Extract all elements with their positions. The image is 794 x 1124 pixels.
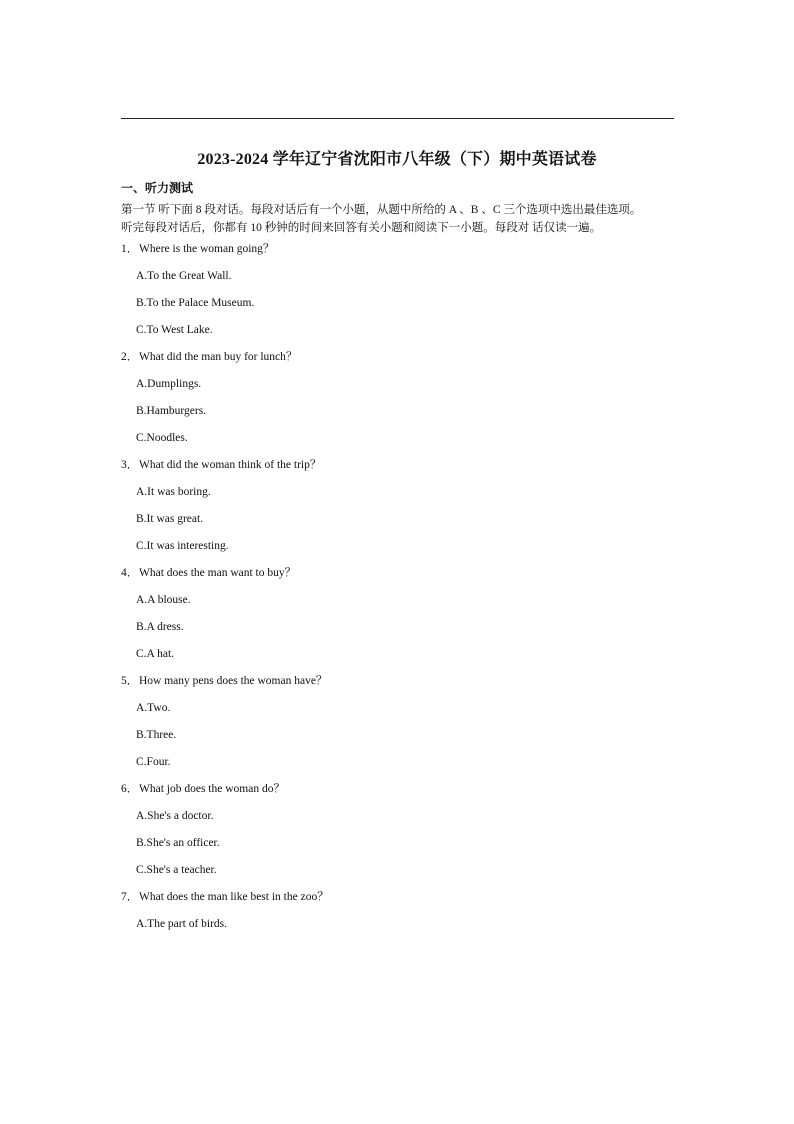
question-text: What does the man like best in the zoo？: [139, 891, 329, 903]
question-number: 1．: [121, 243, 139, 255]
option-6a: A.She's a doctor.: [136, 810, 214, 822]
question-number: 7．: [121, 891, 139, 903]
question-3: [121, 456, 681, 483]
question-5: [121, 672, 681, 699]
option-2b: B.Hamburgers.: [136, 405, 207, 417]
question-text: What job does the woman do？: [139, 783, 285, 795]
question-list: [121, 240, 681, 942]
question-6: [121, 780, 681, 807]
option-7a: A.The part of birds.: [136, 918, 228, 930]
header-rule: [121, 118, 674, 119]
option-3a: A.It was boring.: [136, 486, 211, 498]
question-number: 3．: [121, 459, 139, 471]
option-4b: B.A dress.: [136, 621, 184, 633]
option-3b: B.It was great.: [136, 513, 204, 525]
section-heading: 一、听力测试: [121, 181, 194, 195]
option-4a: A.A blouse.: [136, 594, 191, 606]
question-number: 4．: [121, 567, 139, 579]
option-1c: C.To West Lake.: [136, 324, 213, 336]
option-1a: A.To the Great Wall.: [136, 270, 232, 282]
question-number: 6．: [121, 783, 139, 795]
option-3c: C.It was interesting.: [136, 540, 229, 552]
instruction-line: 第一节 听下面 8 段对话。每段对话后有一个小题，从题中所给的 A 、B 、C 三个选项中选出最佳选项。: [121, 204, 642, 216]
instructions: [121, 201, 681, 237]
question-4: [121, 564, 681, 591]
option-6c: C.She's a teacher.: [136, 864, 217, 876]
option-1b: B.To the Palace Museum.: [136, 297, 255, 309]
question-1: [121, 240, 681, 267]
question-7: [121, 888, 681, 915]
question-number: 5．: [121, 675, 139, 687]
option-4c: C.A hat.: [136, 648, 175, 660]
question-text: Where is the woman going？: [139, 243, 275, 255]
option-5a: A.Two.: [136, 702, 171, 714]
option-6b: B.She's an officer.: [136, 837, 220, 849]
option-5c: C.Four.: [136, 756, 171, 768]
question-text: How many pens does the woman have？: [139, 675, 328, 687]
question-number: 2．: [121, 351, 139, 363]
option-2a: A.Dumplings.: [136, 378, 202, 390]
question-text: What does the man want to buy？: [139, 567, 297, 579]
question-2: [121, 348, 681, 375]
option-2c: C.Noodles.: [136, 432, 188, 444]
question-text: What did the woman think of the trip？: [139, 459, 322, 471]
question-text: What did the man buy for lunch？: [139, 351, 298, 363]
instruction-line: 听完每段对话后，你都有 10 秒钟的时间来回答有关小题和阅读下一小题。每段对 话仅读一遍。: [121, 222, 602, 234]
page-title: 2023-2024 学年辽宁省沈阳市八年级（下）期中英语试卷: [197, 151, 597, 168]
option-5b: B.Three.: [136, 729, 177, 741]
